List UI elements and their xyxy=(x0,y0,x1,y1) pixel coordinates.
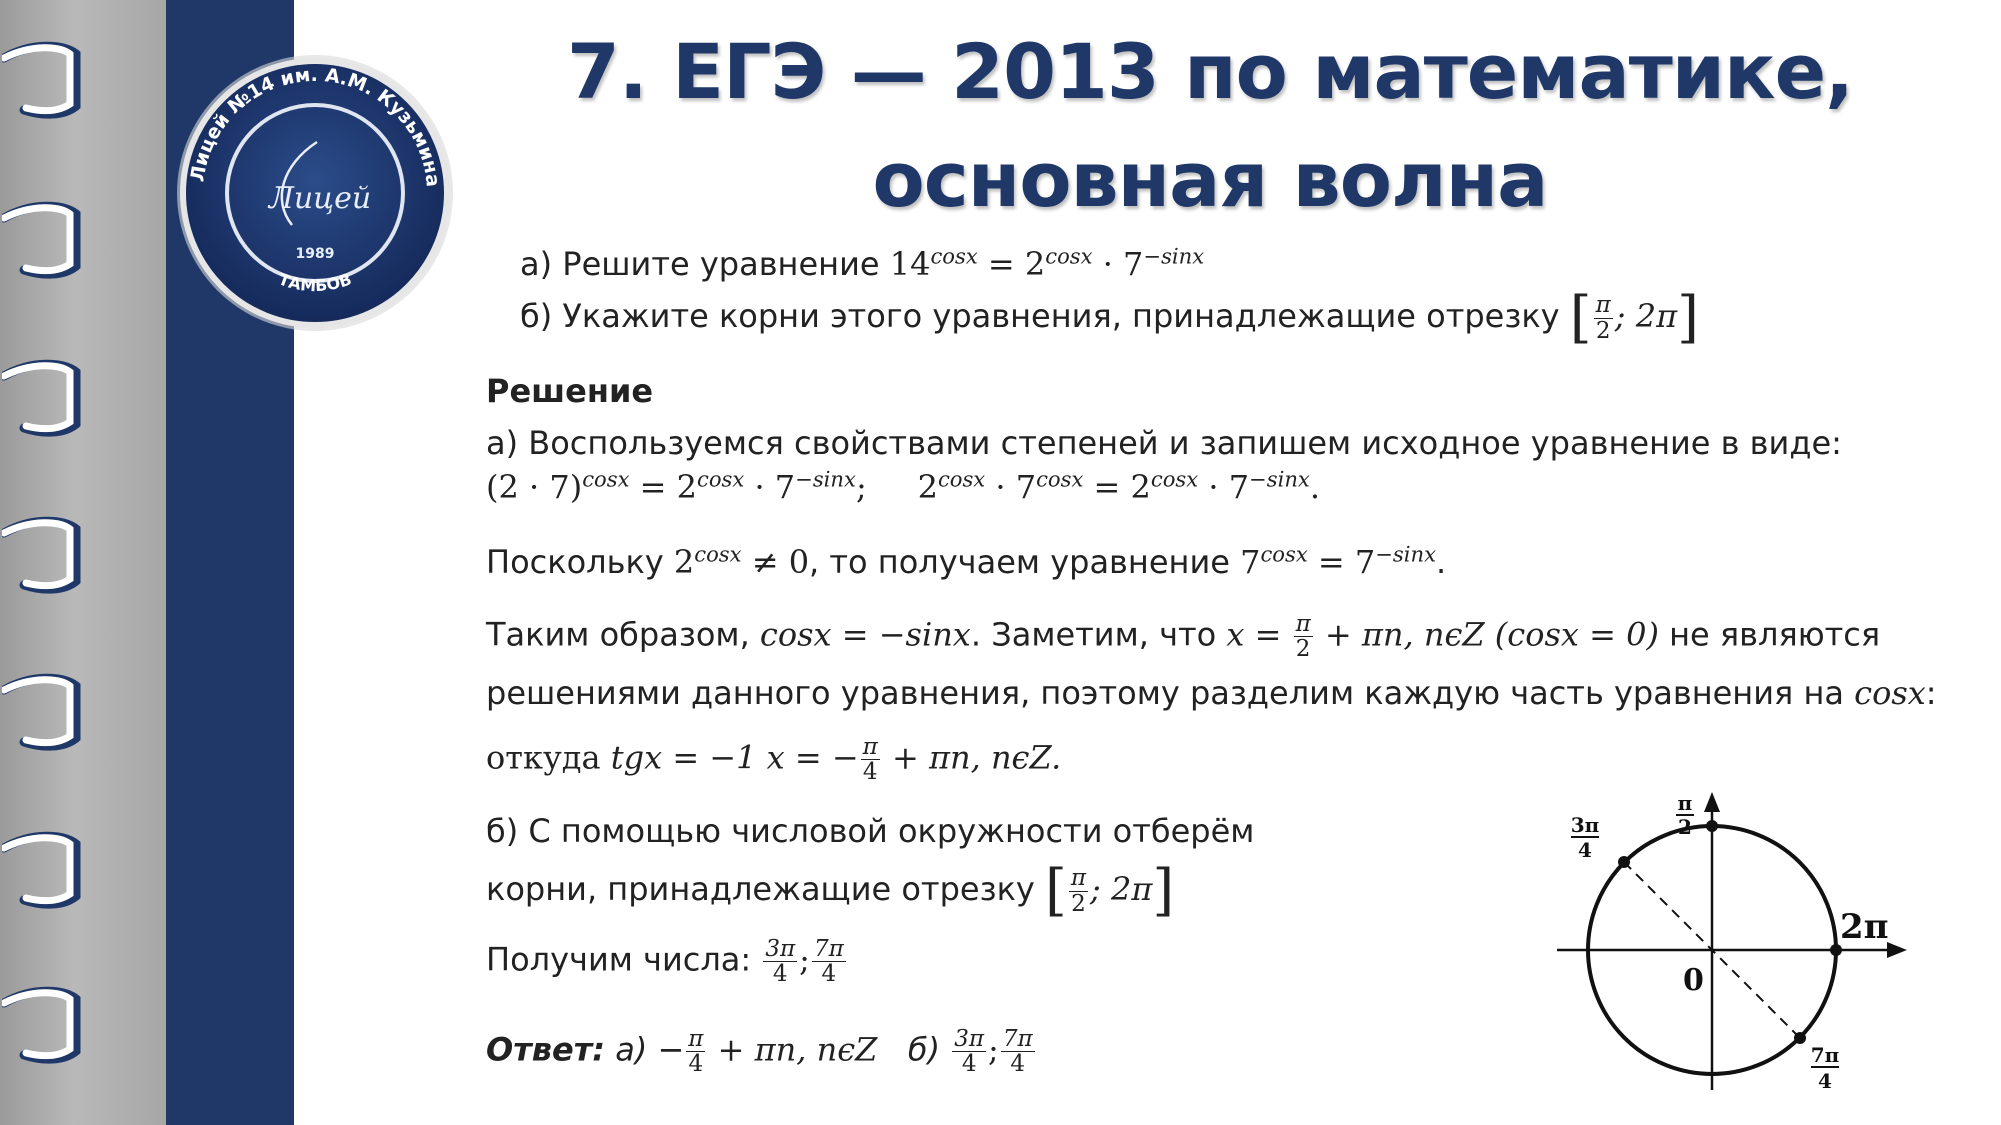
label-3pi4-den: 4 xyxy=(1578,838,1592,862)
solution-eq-line: $(2 \cdot 7)^{cosx} = 2^{cosx} \cdot 7^{-sinx}$; $2^{cosx} \cdot 7^{cosx} = 2^{cosx} \cdot 7^{-sinx}$. xyxy=(486,466,1320,506)
problem-b: б) Укажите корни этого уравнения, принадлежащие отрезку [ $\frac{\pi}{2}$ ; 2π] xyxy=(520,285,1699,350)
solution-heading: Решение xyxy=(486,372,654,410)
binder-ring-icon xyxy=(2,200,88,282)
solution-since-line: Поскольку $2^{cosx} \ne 0$, то получаем уравнение $7^{cosx} = 7^{-sinx}$. xyxy=(486,541,1447,581)
solution-a-line: а) Воспользуемся свойствами степеней и запишем исходное уравнение в виде: xyxy=(486,424,1842,462)
solution-thus2-line: решениями данного уравнения, поэтому разделим каждую часть уравнения на cosx: xyxy=(486,674,1937,712)
binder-ring-icon xyxy=(2,830,88,912)
label-origin: 0 xyxy=(1683,963,1704,998)
answer-label: Ответ: xyxy=(486,1030,606,1069)
solution-b-line2: корни, принадлежащие отрезку [ $\frac{\pi}{2}$ ; 2π] xyxy=(486,858,1175,923)
answer-line: Ответ: а) − $\frac{\pi}{4}$ + πn, nϵZ б) $\frac{3\pi}{4}$ ; $\frac{7\pi}{4}$ xyxy=(486,1026,1033,1078)
label-2pi: 2π xyxy=(1840,907,1889,947)
y-axis-arrow-icon xyxy=(1704,792,1720,812)
problem-a: а) Решите уравнение $14^{cosx} = 2^{cosx} \cdot 7^{-sinx}$ xyxy=(520,243,1205,283)
logo-ring-text: Лицей №14 им. А.М. Кузьмина xyxy=(186,63,444,188)
binder-ring-icon xyxy=(2,515,88,597)
label-3pi4-num: 3π xyxy=(1570,813,1600,837)
title-line-1: 7. ЕГЭ — 2013 по математике, xyxy=(566,27,1854,116)
label-7pi4-den: 4 xyxy=(1818,1069,1832,1093)
logo-signature: Лицей xyxy=(268,181,372,216)
x-axis-arrow-icon xyxy=(1887,942,1907,958)
title-line-2: основная волна xyxy=(872,135,1548,224)
solution-b-line1: б) С помощью числовой окружности отберём xyxy=(486,812,1255,850)
number-circle-diagram xyxy=(1555,780,1915,1110)
slide-title xyxy=(500,18,1920,234)
point-3pi-4 xyxy=(1618,856,1630,868)
label-top-num: π xyxy=(1677,791,1693,815)
binder-ring-icon xyxy=(2,358,88,440)
logo-city: ТАМБОВ xyxy=(276,269,354,296)
label-top-den: 2 xyxy=(1678,815,1692,839)
point-pi-2 xyxy=(1706,820,1718,832)
solution-numbers-line: Получим числа: $\frac{3\pi}{4}$ ; $\frac{7\pi}{4}$ xyxy=(486,936,844,988)
solution-whence-line: откуда tgx = −1 x = − $\frac{\pi}{4}$ + πn, nϵZ. xyxy=(486,734,1062,786)
point-7pi-4 xyxy=(1794,1032,1806,1044)
binder-ring-icon xyxy=(2,985,88,1067)
lyceum-logo xyxy=(172,50,458,336)
binder-ring-icon xyxy=(2,672,88,754)
binder-ring-icon xyxy=(2,40,88,122)
label-7pi4-num: 7π xyxy=(1810,1043,1840,1067)
logo-year: 1989 xyxy=(295,246,335,262)
solution-thus-line: Таким образом, cosx = −sinx. Заметим, что x = $\frac{\pi}{2}$ + πn, nϵZ (cosx = 0) не являются xyxy=(486,611,1881,663)
